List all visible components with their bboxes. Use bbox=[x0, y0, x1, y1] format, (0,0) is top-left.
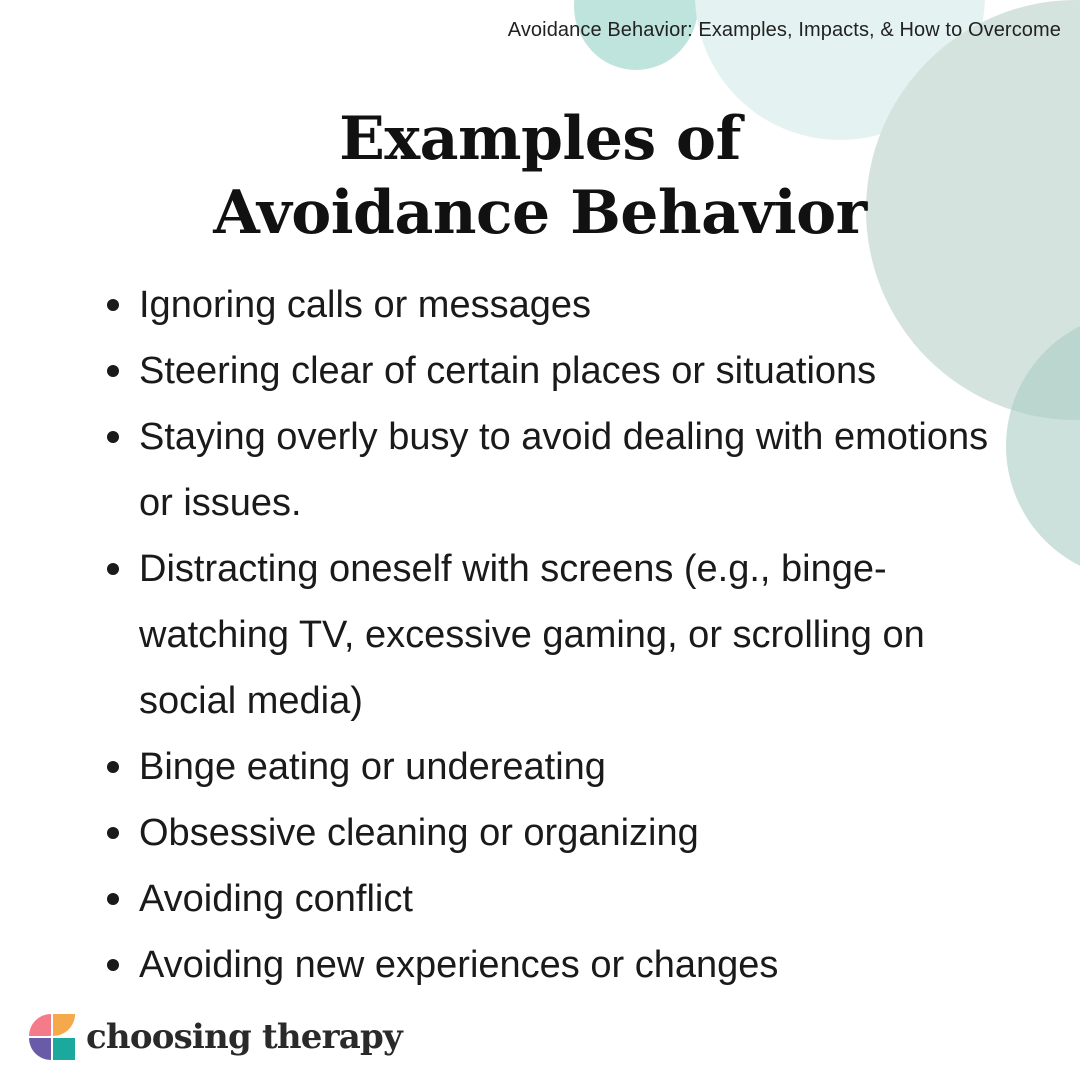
list-item bbox=[102, 734, 1032, 800]
list-item-text: Avoiding new experiences or changes bbox=[139, 944, 779, 986]
bullet-icon bbox=[107, 761, 119, 773]
page-title bbox=[0, 102, 1080, 250]
brand-logo bbox=[28, 1012, 402, 1062]
page-title-line-1: Examples of bbox=[339, 104, 741, 174]
list-item-text: Ignoring calls or messages bbox=[139, 284, 591, 326]
list-item-text: Distracting oneself with screens (e.g., binge-watching TV, excessive gaming, or scrolling on social media) bbox=[139, 548, 925, 722]
bullet-icon bbox=[107, 827, 119, 839]
examples-list bbox=[102, 272, 1032, 998]
list-item-text: Avoiding conflict bbox=[139, 878, 413, 920]
list-item bbox=[102, 536, 1032, 734]
list-item-text: Staying overly busy to avoid dealing with emotions or issues. bbox=[139, 416, 989, 524]
bullet-icon bbox=[107, 893, 119, 905]
list-item-text: Obsessive cleaning or organizing bbox=[139, 812, 699, 854]
bullet-icon bbox=[107, 563, 119, 575]
list-item-text: Binge eating or undereating bbox=[139, 746, 606, 788]
bullet-icon bbox=[107, 959, 119, 971]
list-item bbox=[102, 404, 1032, 536]
list-item bbox=[102, 866, 1032, 932]
list-item-text: Steering clear of certain places or situations bbox=[139, 350, 877, 392]
list-item bbox=[102, 800, 1032, 866]
choosing-therapy-logo-icon bbox=[28, 1013, 76, 1061]
bullet-icon bbox=[107, 299, 119, 311]
article-caption: Avoidance Behavior: Examples, Impacts, & How to Overcome bbox=[507, 19, 1061, 41]
list-item bbox=[102, 272, 1032, 338]
brand-name: choosing therapy bbox=[86, 1017, 402, 1057]
bullet-icon bbox=[107, 365, 119, 377]
list-item bbox=[102, 932, 1032, 998]
page-title-line-2: Avoidance Behavior bbox=[213, 178, 867, 248]
bullet-icon bbox=[107, 431, 119, 443]
list-item bbox=[102, 338, 1032, 404]
